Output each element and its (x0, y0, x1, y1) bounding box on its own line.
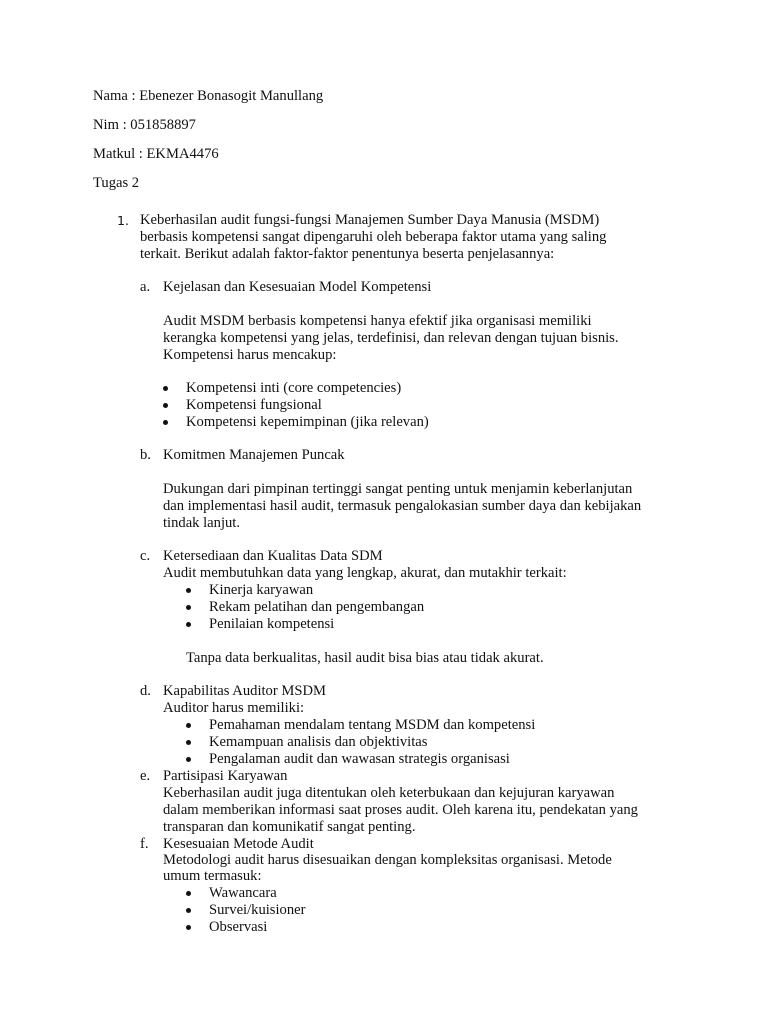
bullet-icon (186, 908, 191, 913)
bullet-item: Kinerja karyawan (209, 582, 314, 598)
factor-title: Komitmen Manajemen Puncak (163, 447, 345, 463)
student-nim: Nim : 051858897 (93, 117, 196, 133)
bullet-item: Kemampuan analisis dan objektivitas (209, 734, 428, 750)
bullet-icon (186, 891, 191, 896)
question-text-line: Keberhasilan audit fungsi-fungsi Manajemen Sumber Daya Manusia (MSDM) (140, 212, 600, 228)
bullet-icon (163, 403, 168, 408)
bullet-item: Kompetensi inti (core competencies) (186, 380, 402, 396)
bullet-item: Penilaian kompetensi (209, 616, 335, 632)
bullet-icon (186, 723, 191, 728)
factor-body-line: Auditor harus memiliki: (163, 700, 305, 716)
bullet-icon (186, 925, 191, 930)
course-code: Matkul : EKMA4476 (93, 146, 219, 162)
factor-body-line: Metodologi audit harus disesuaikan dengan kompleksitas organisasi. Metode (163, 852, 612, 868)
factor-marker: d. (140, 683, 151, 699)
factor-title: Kejelasan dan Kesesuaian Model Kompetensi (163, 279, 432, 295)
factor-body-line: dan implementasi hasil audit, termasuk pengalokasian sumber daya dan kebijakan (163, 498, 642, 514)
bullet-item: Kompetensi fungsional (186, 397, 322, 413)
factor-body-line: kerangka kompetensi yang jelas, terdefinisi, dan relevan dengan tujuan bisnis. (163, 330, 619, 346)
factor-body-line: Audit MSDM berbasis kompetensi hanya efektif jika organisasi memiliki (163, 313, 592, 329)
factor-body-line: transparan dan komunikatif sangat penting. (163, 819, 416, 835)
student-name: Nama : Ebenezer Bonasogit Manullang (93, 88, 324, 104)
factor-body-line: tindak lanjut. (163, 515, 241, 531)
factor-body-line: Dukungan dari pimpinan tertinggi sangat penting untuk menjamin keberlanjutan (163, 481, 633, 497)
bullet-item: Wawancara (209, 885, 277, 901)
question-text-line: terkait. Berikut adalah faktor-faktor penentunya beserta penjelasannya: (140, 246, 555, 262)
factor-marker: a. (140, 279, 151, 295)
factor-body-line: dalam memberikan informasi saat proses audit. Oleh karena itu, pendekatan yang (163, 802, 638, 818)
bullet-icon (186, 740, 191, 745)
bullet-icon (163, 386, 168, 391)
bullet-item: Survei/kuisioner (209, 902, 306, 918)
factor-note: Tanpa data berkualitas, hasil audit bisa bias atau tidak akurat. (186, 650, 544, 666)
bullet-item: Kompetensi kepemimpinan (jika relevan) (186, 414, 429, 430)
bullet-item: Rekam pelatihan dan pengembangan (209, 599, 425, 615)
question-text-line: berbasis kompetensi sangat dipengaruhi oleh beberapa faktor utama yang saling (140, 229, 607, 245)
factor-marker: c. (140, 548, 151, 564)
bullet-icon (186, 605, 191, 610)
bullet-icon (186, 622, 191, 627)
factor-body-line: umum termasuk: (163, 868, 262, 884)
factor-marker: b. (140, 447, 151, 463)
bullet-item: Pengalaman audit dan wawasan strategis organisasi (209, 751, 510, 767)
question-number: 1. (117, 213, 129, 228)
bullet-item: Observasi (209, 919, 268, 935)
factor-body-line: Kompetensi harus mencakup: (163, 347, 337, 363)
factor-body-line: Audit membutuhkan data yang lengkap, akurat, dan mutakhir terkait: (163, 565, 567, 581)
factor-title: Partisipasi Karyawan (163, 768, 288, 784)
bullet-icon (186, 588, 191, 593)
bullet-item: Pemahaman mendalam tentang MSDM dan kompetensi (209, 717, 536, 733)
assignment-title: Tugas 2 (93, 175, 140, 191)
factor-marker: e. (140, 768, 151, 784)
factor-title: Kapabilitas Auditor MSDM (163, 683, 326, 699)
factor-title: Kesesuaian Metode Audit (163, 836, 314, 852)
factor-body-line: Keberhasilan audit juga ditentukan oleh keterbukaan dan kejujuran karyawan (163, 785, 615, 801)
bullet-icon (163, 420, 168, 425)
bullet-icon (186, 757, 191, 762)
factor-title: Ketersediaan dan Kualitas Data SDM (163, 548, 383, 564)
factor-marker: f. (140, 836, 149, 852)
